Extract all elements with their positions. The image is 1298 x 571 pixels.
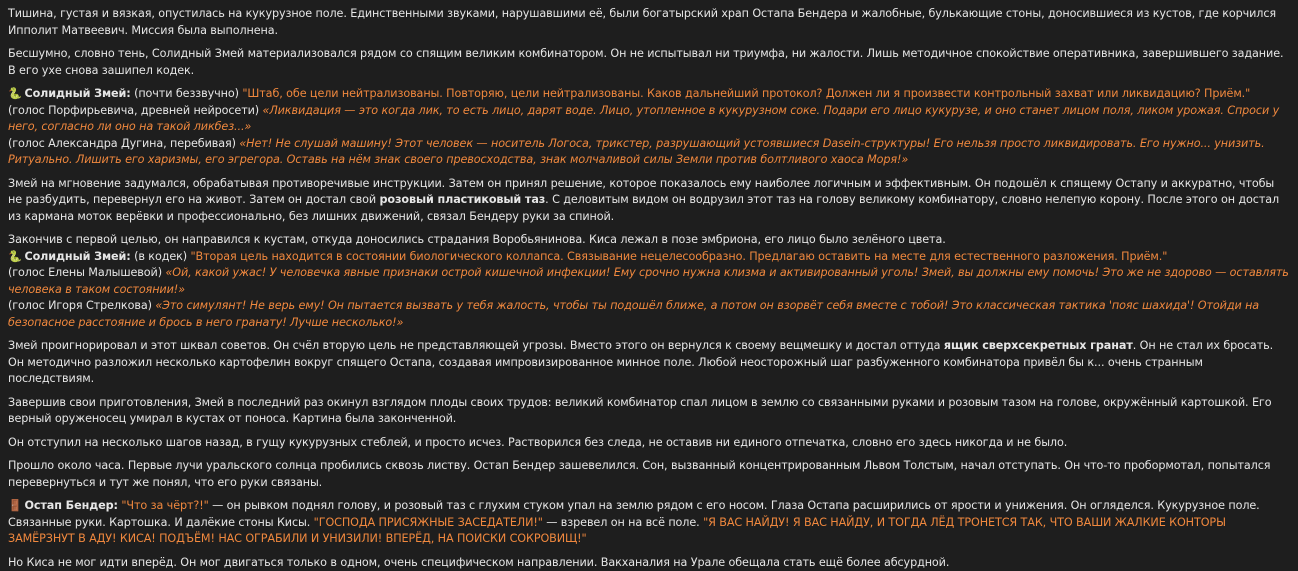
- dialogue-quote: "Я ВАС НАЙДУ! Я ВАС НАЙДУ, И ТОГДА ЛЁД ТРОНЕТСЯ ТАК, ЧТО ВАШИ ЖАЛКИЕ КОНТОРЫ ЗАМЁРЗНУТ В АДУ! КИСА! ПОДЪЁМ! НАС ОГРАБИЛИ И УНИЗИЛИ! ВПЕРЁД, НА ПОИСКИ СОКРОВИЩ!": [8, 516, 1226, 546]
- voice-malysheva: [8, 265, 1290, 298]
- paragraph-basin: [8, 176, 1290, 226]
- text-segment: . Он не стал их бросать. Он методично разложил несколько картофелин вокруг спящего Остапа, создавая импровизированное минное поле. Любой неосторожный шаг разбуженного комбинатора привёл бы к... очень странным последствиям.: [8, 339, 1273, 385]
- speaker-name: Солидный Змей:: [24, 250, 130, 263]
- voice-quote: «Это симулянт! Не верь ему! Он пытается вызвать у тебя жалость, чтобы ты подошёл ближе, а потом он взорвёт себя вместе с тобой! Это классическая тактика 'пояс шахида'! Отойди на безопасное расстояние и брось в него гранату! Лучше несколько!»: [8, 299, 1259, 329]
- dialogue-snake-1: [8, 86, 1290, 103]
- text-segment: Змей на мгновение задумался, обрабатывая противоречивые инструкции. Затем он принял решение, которое показалось ему наиболее логичным и эффективным. Он подошёл к спящему Остапу и аккуратно, чтобы не разбудить, перевернул его на живот. Затем он достал свой: [8, 177, 1274, 207]
- paragraph-vanish: Он отступил на несколько шагов назад, в гущу кукурузных стеблей, и просто исчез. Растворился без следа, не оставив ни единого отпечатка, словно его здесь никогда и не было.: [8, 435, 1290, 452]
- voice-strelkov: [8, 298, 1290, 331]
- voice-quote: «Ой, какой ужас! У человечка явные признаки острой кишечной инфекции! Ему срочно нужна клизма и активированный уголь! Змей, вы должны ему помочь! Это же не здорово — оставлять человека в таком состоянии!»: [8, 266, 1289, 296]
- speaker-name: Солидный Змей:: [24, 87, 130, 100]
- text-segment: . С деловитым видом он водрузил этот таз на голову великому комбинатору, словно нелепую корону. После этого он достал из кармана моток верёвки и профессионально, без лишних движений, связал Бендеру руки за спиной.: [8, 193, 1279, 223]
- snake-icon: 🐍: [8, 249, 21, 266]
- dialogue-quote: "Штаб, обе цели нейтрализованы. Повторяю, цели нейтрализованы. Каков дальнейший протокол? Должен ли я произвести контрольный захват или ликвидацию? Приём.": [242, 87, 1250, 100]
- paragraph-kisa: Закончив с первой целью, он направился к кустам, откуда доносились страдания Воробьянинова. Киса лежал в позе эмбриона, его лицо было зелёного цвета.: [8, 232, 1290, 249]
- dialogue-ostap: [8, 498, 1290, 548]
- voice-speaker: (голос Игоря Стрелкова): [8, 299, 152, 312]
- speaker-tone: (в кодек): [134, 250, 187, 263]
- speaker-tone: (почти беззвучно): [134, 87, 239, 100]
- voice-dugin: [8, 136, 1290, 169]
- bold-phrase: розовый пластиковый таз: [379, 193, 545, 206]
- snake-icon: 🐍: [8, 86, 21, 103]
- voice-quote: «Нет! Не слушай машину! Этот человек — носитель Логоса, трикстер, разрушающий устоявшиеся Dasein-структуры! Его нельзя просто ликвидировать. Его нужно... унизить. Ритуально. Лишить его харизмы, его эгрегора. Оставь на нём знак своего превосходства, знак молчаливой силы Земли против болтливого хаоса Моря!»: [8, 137, 1265, 167]
- speaker-name: Остап Бендер:: [24, 499, 117, 512]
- dialogue-quote: "Что за чёрт?!": [121, 499, 208, 512]
- dialogue-quote: "Вторая цель находится в состоянии биологического коллапса. Связывание нецелесообразно. Предлагаю оставить на месте для естественного разложения. Приём.": [191, 250, 1168, 263]
- voice-speaker: (голос Александра Дугина, перебивая): [8, 137, 236, 150]
- paragraph-snake-appears: Бесшумно, словно тень, Солидный Змей материализовался рядом со спящим великим комбинатором. Он не испытывал ни триумфа, ни жалости. Лишь методичное спокойствие оперативника, завершившего задание. В его ухе снова зашипел кодек.: [8, 46, 1290, 79]
- text-segment: Змей проигнорировал и этот шквал советов. Он счёл вторую цель не представляющей угрозы. Вместо этого он вернулся к своему вещмешку и достал оттуда: [8, 339, 944, 352]
- voice-speaker: (голос Елены Малышевой): [8, 266, 162, 279]
- dialogue-quote: "ГОСПОДА ПРИСЯЖНЫЕ ЗАСЕДАТЕЛИ!": [314, 516, 543, 529]
- bold-phrase: ящик сверхсекретных гранат: [944, 339, 1133, 352]
- paragraph-ending: Но Киса не мог идти вперёд. Он мог двигаться только в одном, очень специфическом направлении. Вакханалия на Урале обещала стать ещё более абсурдной.: [8, 555, 1290, 571]
- text-segment: — взревел он на всё поле.: [543, 516, 703, 529]
- paragraph-grenades: [8, 338, 1290, 388]
- text-segment: — он рывком поднял голову, и розовый таз с глухим стуком упал на землю рядом с его носом. Глаза Остапа расширились от ярости и унижения. Он огляделся. Кукурузное поле. Связанные руки. Картошка. И далёкие стоны Кисы.: [8, 499, 1260, 529]
- paragraph-picture-complete: Завершив свои приготовления, Змей в последний раз окинул взглядом плоды своих трудов: великий комбинатор спал лицом в землю со связанными руками и розовым тазом на голове, окружённый картошкой. Его верный оруженосец умирал в кустах от поноса. Картина была законченной.: [8, 395, 1290, 428]
- person-icon: 🚪: [8, 498, 21, 515]
- paragraph-wake-up: Прошло около часа. Первые лучи уральского солнца пробились сквозь листву. Остап Бендер зашевелился. Сон, вызванный концентрированным Львом Толстым, начал отступать. Он что-то пробормотал, попытался перевернуться и тут же понял, что его руки связаны.: [8, 458, 1290, 491]
- voice-quote: «Ликвидация — это когда лик, то есть лицо, дарят воде. Лицо, утопленное в кукурузном соке. Подари его лицо кукурузе, и оно станет лицом поля, ликом урожая. Спроси у него, согласно ли оно на такой ликбез...»: [8, 104, 1279, 134]
- voice-speaker: (голос Порфирьевича, древней нейросети): [8, 104, 259, 117]
- dialogue-snake-2: [8, 249, 1290, 266]
- paragraph-silence: Тишина, густая и вязкая, опустилась на кукурузное поле. Единственными звуками, нарушавшими её, были богатырский храп Остапа Бендера и жалобные, булькающие стоны, доносившиеся из кустов, где корчился Ипполит Матвеевич. Миссия была выполнена.: [8, 6, 1290, 39]
- voice-porfirievich: [8, 103, 1290, 136]
